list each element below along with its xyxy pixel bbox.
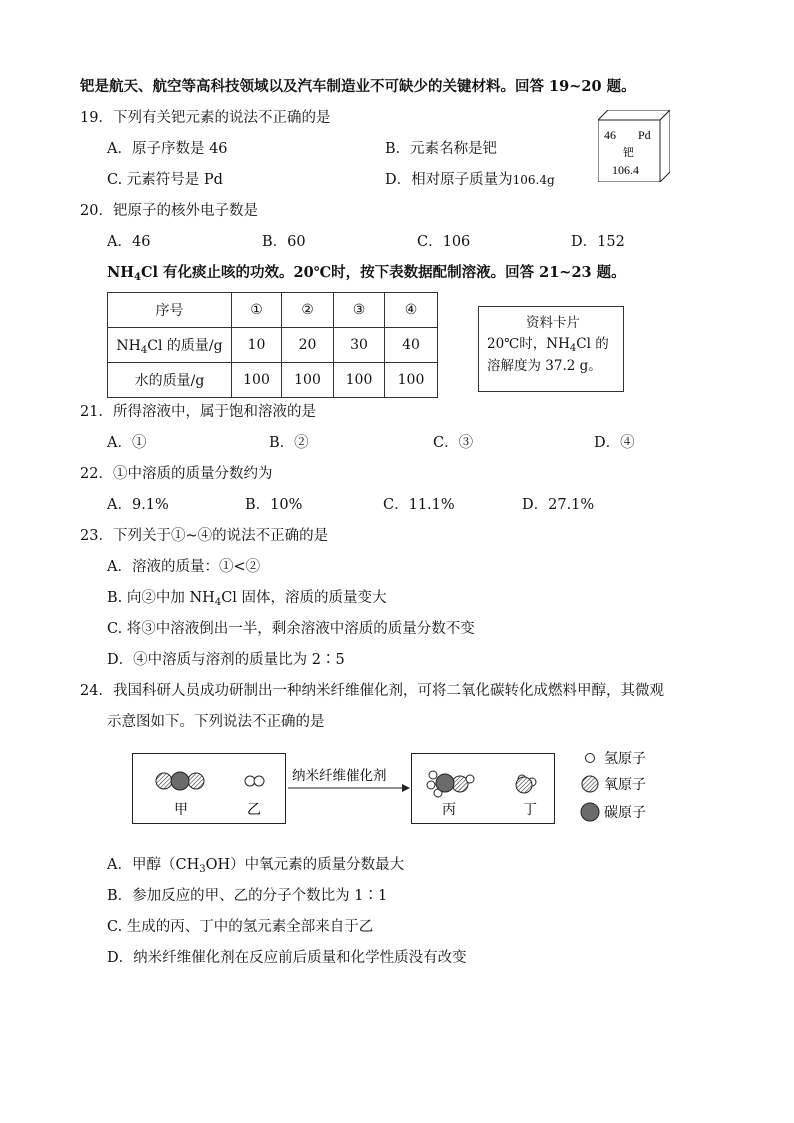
q20-option-b: B．60 <box>262 234 306 250</box>
legend-hydrogen: 氢原子 <box>604 751 646 767</box>
q22-option-d: D．27.1% <box>522 497 595 513</box>
table-cell: ③ <box>334 293 385 328</box>
label-yi: 乙 <box>247 802 261 818</box>
catalyst-label: 纳米纤维催化剂 <box>292 768 387 784</box>
info-card-line: 20℃时，$NH_4Cl$ 的 <box>487 336 609 354</box>
q24-option-c: C. 生成的丙、丁中的氢元素全部来自于乙 <box>107 919 374 935</box>
q19-option-c: C. 元素符号是 Pd <box>107 172 223 188</box>
table-cell: 100 <box>385 363 438 398</box>
arrow-head <box>402 784 410 792</box>
legend <box>581 751 646 821</box>
co2-molecule <box>156 772 204 790</box>
legend-hydrogen-icon <box>586 754 595 763</box>
q20-option-a: A．46 <box>107 234 151 250</box>
element-number: 46 <box>604 128 616 142</box>
element-mass: 106.4 <box>612 163 639 177</box>
table-cell: ② <box>282 293 334 328</box>
q21-option-b: B．② <box>269 435 309 451</box>
q22-option-c: C．11.1% <box>383 497 455 513</box>
q23-option-c: C. 将③中溶液倒出一半，剩余溶液中溶质的质量分数不变 <box>107 621 475 637</box>
table-cell: 40 <box>385 328 438 363</box>
label-jia: 甲 <box>174 802 188 818</box>
intro-21-23: $NH_4Cl$ 有化痰止咳的功效。20℃时，按下表数据配制溶液。回答 21~23 题。 <box>107 264 626 283</box>
q21-option-d: D．④ <box>594 435 635 451</box>
table-row <box>108 328 438 363</box>
label-ding: 丁 <box>523 802 537 818</box>
table-cell: 10 <box>232 328 282 363</box>
table-cell: 序号 <box>108 293 232 328</box>
data-table <box>107 292 438 398</box>
q24-option-a: A．甲醇$(CH_3OH)$中氧元素的质量分数最大 <box>107 857 405 875</box>
info-card-title: 资料卡片 <box>526 315 580 331</box>
table-row <box>108 363 438 398</box>
q23-stem: 23．下列关于①~④的说法不正确的是 <box>80 528 329 544</box>
table-cell: 100 <box>232 363 282 398</box>
q23-option-d: D．④中溶质与溶剂的质量比为 2∶5 <box>107 652 345 668</box>
q20-stem: 20．钯原子的核外电子数是 <box>80 203 258 219</box>
q20-option-d: D．152 <box>571 234 625 250</box>
table-cell: 30 <box>334 328 385 363</box>
table-row-label: 水的质量/g <box>108 363 232 398</box>
info-card-line: 溶解度为 37.2 g。 <box>487 358 602 374</box>
q19-option-a: A．原子序数是 46 <box>107 141 228 157</box>
table-cell: 100 <box>282 363 334 398</box>
table-row-label: $NH_4Cl$ 的质量/g <box>108 328 232 363</box>
table-cell: ④ <box>385 293 438 328</box>
q19-option-b: B．元素名称是钯 <box>385 141 498 157</box>
q24-stem-line1: 24．我国科研人员成功研制出一种纳米纤维催化剂，可将二氧化碳转化成燃料甲醇，其微观 <box>80 683 664 699</box>
legend-carbon-icon <box>581 803 599 821</box>
legend-oxygen-icon <box>582 776 598 792</box>
element-name: 钯 <box>623 146 634 159</box>
legend-carbon: 碳原子 <box>604 805 646 821</box>
element-symbol: Pd <box>638 128 651 142</box>
label-bing: 丙 <box>442 802 456 818</box>
q22-stem: 22．①中溶质的质量分数约为 <box>80 466 273 482</box>
q21-stem: 21．所得溶液中，属于饱和溶液的是 <box>80 404 316 420</box>
element-cell-palladium <box>598 110 670 182</box>
q19-stem: 19．下列有关钯元素的说法不正确的是 <box>80 110 331 126</box>
legend-oxygen: 氧原子 <box>604 777 646 793</box>
table-cell: 20 <box>282 328 334 363</box>
table-cell: 100 <box>334 363 385 398</box>
q24-option-d: D．纳米纤维催化剂在反应前后质量和化学性质没有改变 <box>107 950 467 966</box>
reaction-diagram <box>132 748 672 828</box>
q24-option-b: B．参加反应的甲、乙的分子个数比为 1∶1 <box>107 888 388 904</box>
info-card <box>478 306 624 392</box>
q20-option-c: C．106 <box>417 234 471 250</box>
reactants-box <box>133 754 286 824</box>
table-cell: ① <box>232 293 282 328</box>
q21-option-a: A．① <box>107 435 147 451</box>
q22-option-a: A．9.1% <box>107 497 169 513</box>
q23-option-a: A．溶液的质量：①<② <box>107 559 261 575</box>
q23-option-b: B. 向②中加 $NH_4Cl$ 固体，溶质的质量变大 <box>107 590 387 608</box>
table-row <box>108 293 438 328</box>
q21-option-c: C．③ <box>433 435 474 451</box>
q19-option-d: D．相对原子质量为106.4g <box>385 172 555 188</box>
q24-stem-line2: 示意图如下。下列说法不正确的是 <box>107 714 325 730</box>
intro-19-20: 钯是航天、航空等高科技领域以及汽车制造业不可缺少的关键材料。回答 19~20 题。 <box>80 78 636 95</box>
q22-option-b: B．10% <box>245 497 303 513</box>
